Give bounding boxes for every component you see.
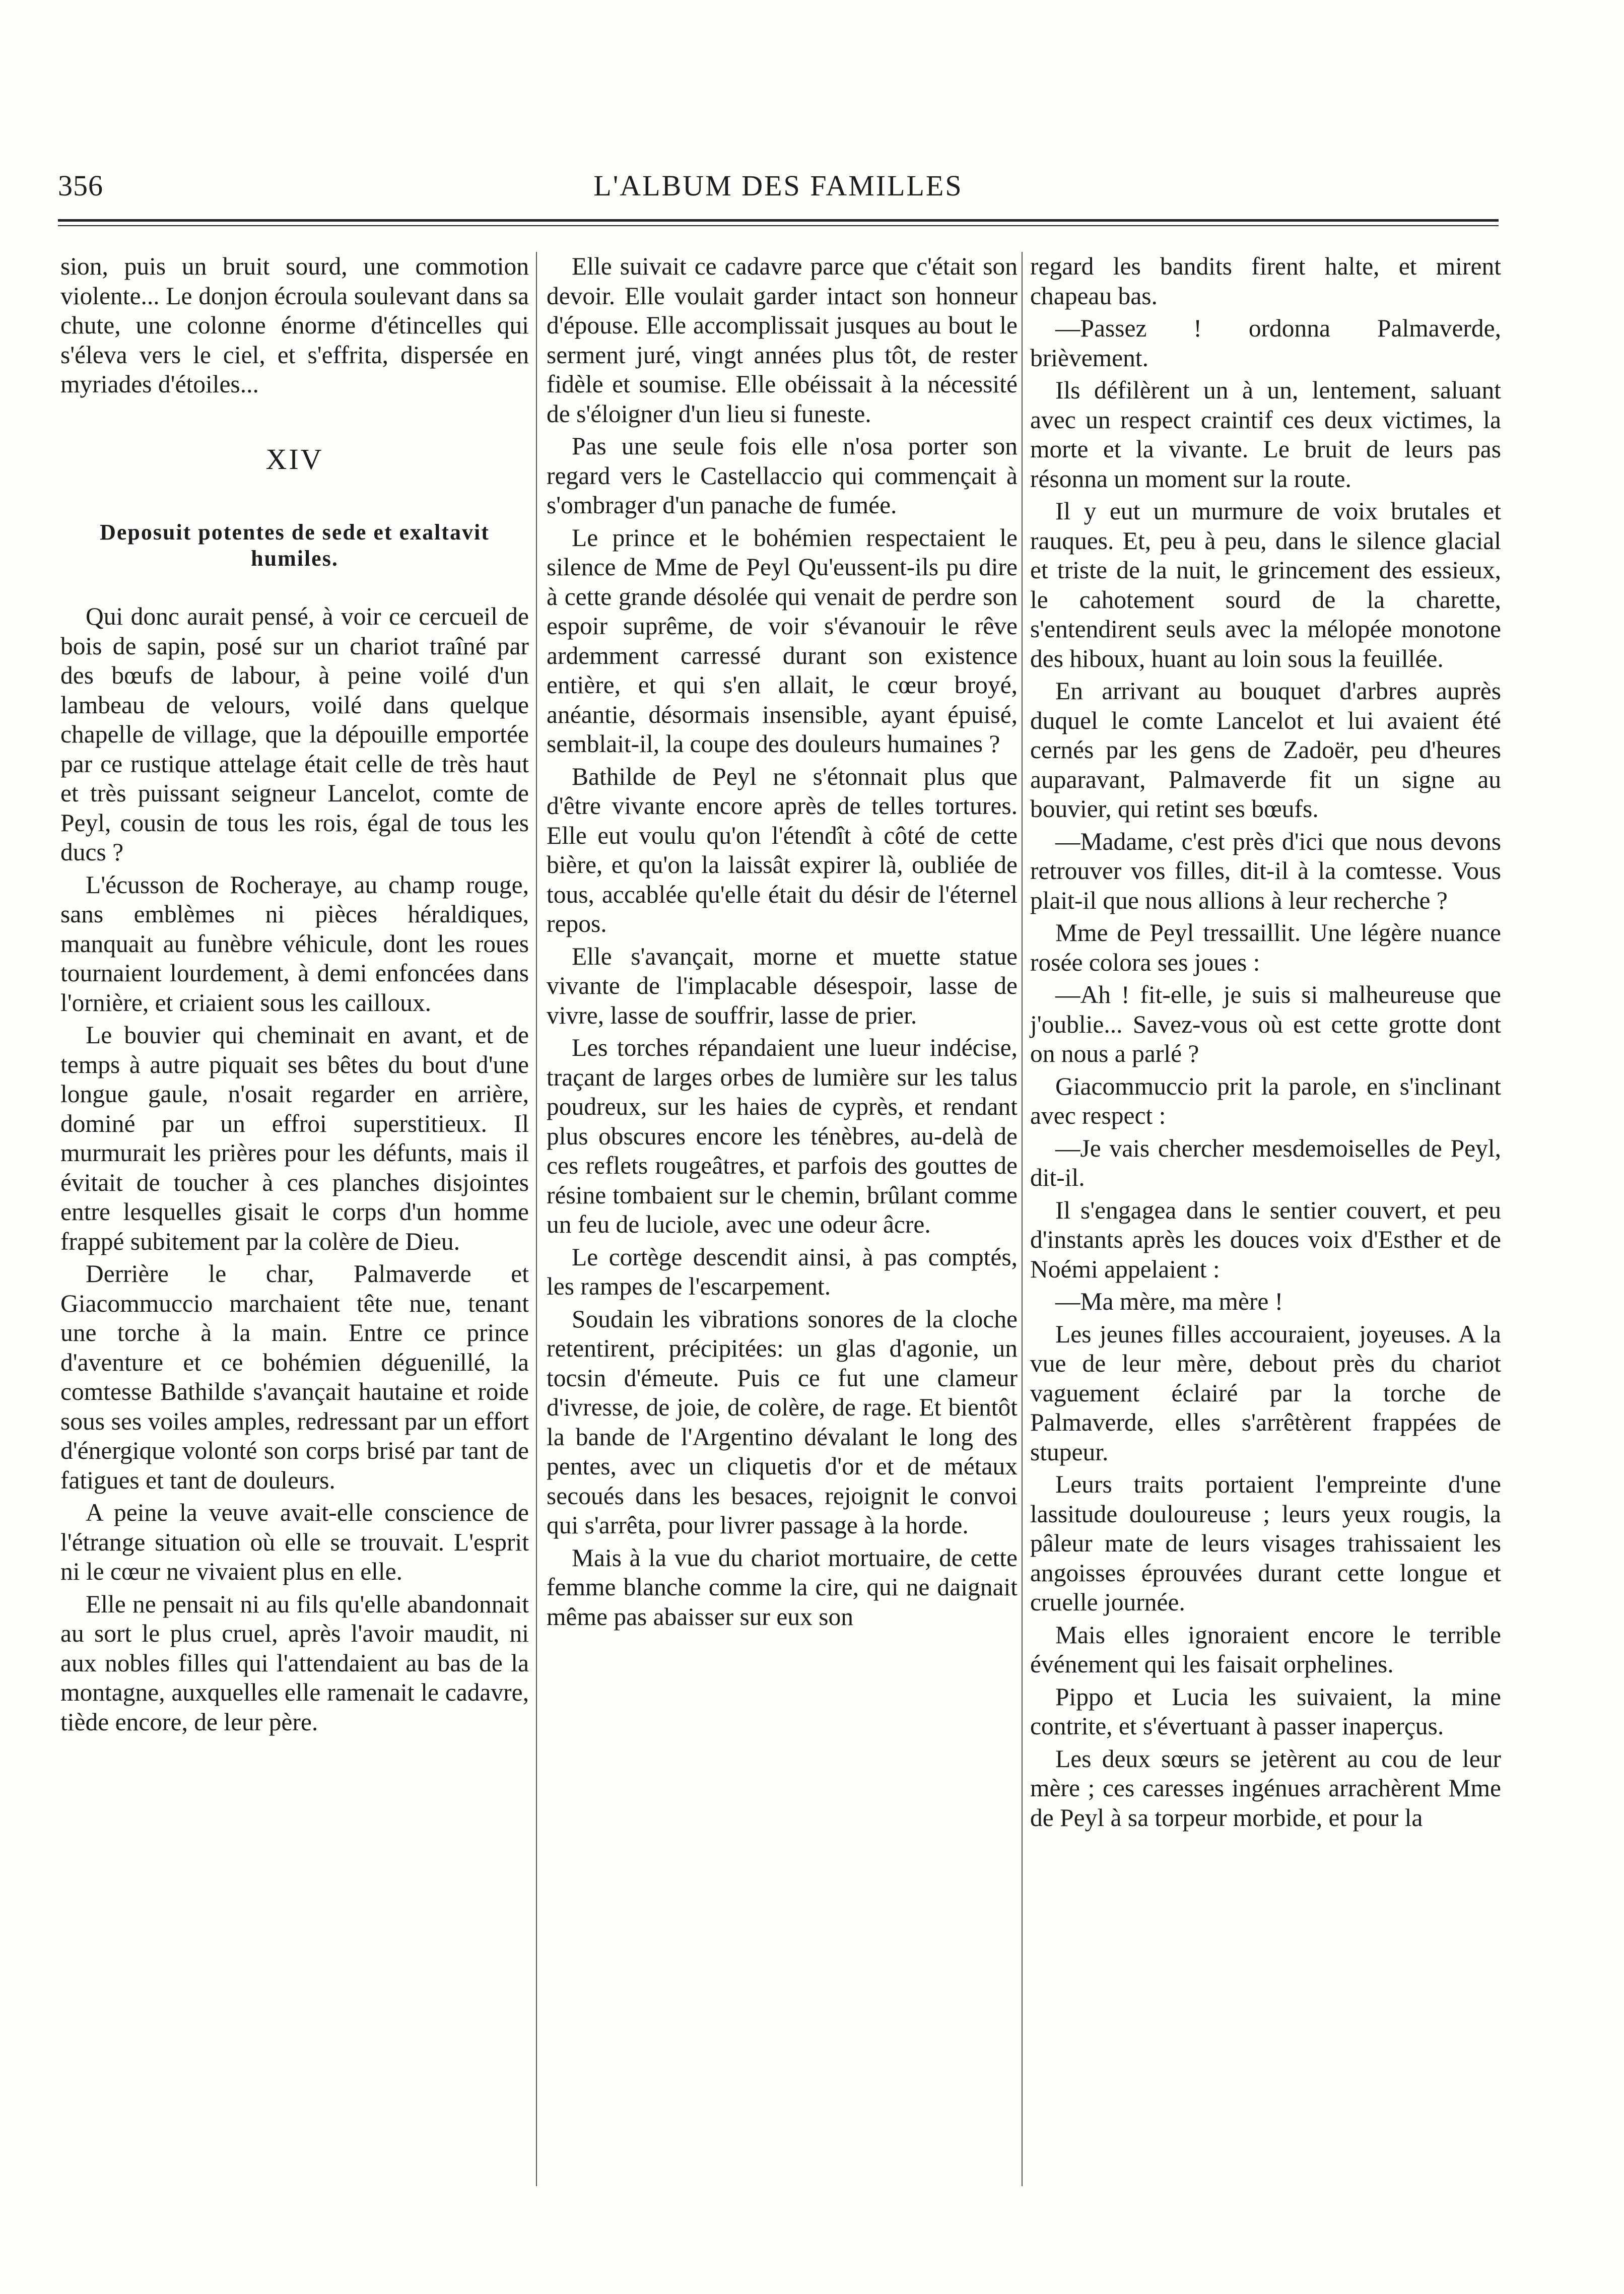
paragraph: L'écusson de Rocheraye, au champ rouge, sans emblèmes ni pièces héraldiques, manquait au funèbre véhicule, dont les roues tournaient lourdement, à demi enfoncées dans l'ornière, et criaient sous les cailloux. (60, 870, 529, 1017)
paragraph: —Madame, c'est près d'ici que nous devons retrouver vos filles, dit-il à la comtesse. Vous plait-il que nous allions à leur recherche ? (1030, 827, 1501, 914)
paragraph: Bathilde de Peyl ne s'étonnait plus que d'être vivante encore après de telles tortures. Elle eut voulu qu'on l'étendît à côté de cette bière, et qu'on la laissât expirer là, oubliée de tous, accablée qu'elle était du désir de l'éternel repos. (547, 762, 1018, 937)
paragraph: Giacommuccio prit la parole, en s'inclinant avec respect : (1030, 1072, 1501, 1129)
paragraph: Pas une seule fois elle n'osa porter son regard vers le Castellaccio qui commençait à s'ombrager d'un panache de fumée. (547, 432, 1018, 519)
paragraph: Mme de Peyl tressaillit. Une légère nuance rosée colora ses joues : (1030, 919, 1501, 976)
paragraph: A peine la veuve avait-elle conscience de l'étrange situation où elle se trouvait. L'esprit ni le cœur ne vivaient plus en elle. (60, 1499, 529, 1585)
paragraph: Elle ne pensait ni au fils qu'elle abandonnait au sort le plus cruel, après l'avoir maudit, ni aux nobles filles qui l'attendaient au bas de la montagne, auxquelles elle ramenait le cadavre, tiède encore, de leur père. (60, 1590, 529, 1736)
text-column-2 (547, 252, 1018, 1635)
paragraph: Elle s'avançait, morne et muette statue vivante de l'implacable désespoir, lasse de vivre, lasse de souffrir, lasse de prier. (547, 942, 1018, 1029)
paragraph: Le bouvier qui cheminait en avant, et de temps à autre piquait ses bêtes du bout d'une longue gaule, n'osait regarder en arrière, dominé par un effroi superstitieux. Il murmurait les prières pour les défunts, mais il évitait de toucher à ces planches disjointes entre lesquelles gisait le corps d'un homme frappé subitement par la colère de Dieu. (60, 1021, 529, 1255)
paragraph: —Ah ! fit-elle, je suis si malheureuse que j'oublie... Savez-vous où est cette grotte dont on nous a parlé ? (1030, 981, 1501, 1067)
paragraph: Mais à la vue du chariot mortuaire, de cette femme blanche comme la cire, qui ne daignait même pas abaisser sur eux son (547, 1543, 1018, 1631)
paragraph: Les torches répandaient une lueur indécise, traçant de larges orbes de lumière sur les talus poudreux, sur les haies de cyprès, et rendant plus obscures encore les ténèbres, au-delà de ces reflets rougeâtres, et parfois des gouttes de résine tombaient sur le chemin, brûlant comme un feu de luciole, avec une odeur âcre. (547, 1034, 1018, 1238)
header-rule (58, 219, 1499, 222)
column-divider (1022, 252, 1023, 2186)
paragraph: Pippo et Lucia les suivaient, la mine contrite, et s'évertuant à passer inaperçus. (1030, 1682, 1501, 1740)
chapter-heading: XIV (265, 442, 324, 476)
paragraph: Leurs traits portaient l'empreinte d'une lassitude douloureuse ; leurs yeux rougis, la pâleur mate de leurs visages trahissaient les angoisses éprouvées durant cette longue et cruelle journée. (1030, 1470, 1501, 1616)
paragraph: Les deux sœurs se jetèrent au cou de leur mère ; ces caresses ingénues arrachèrent Mme de Peyl à sa torpeur morbide, et pour la (1030, 1744, 1501, 1832)
paragraph: Qui donc aurait pensé, à voir ce cercueil de bois de sapin, posé sur un chariot traîné par des bœufs de labour, à peine voilé d'un lambeau de velours, voilé dans quelque chapelle de village, que la dépouille emportée par ce rustique attelage était celle de très haut et très puissant seigneur Lancelot, comte de Peyl, cousin de tous les rois, égal de tous les ducs ? (60, 602, 529, 866)
text-column-1 (60, 252, 529, 1740)
text-column-3 (1030, 252, 1501, 1836)
chapter-epigraph: Deposuit potentes de sede et exaltavit humiles. (100, 520, 490, 571)
running-title: L'ALBUM DES FAMILLES (593, 169, 963, 202)
paragraph: Mais elles ignoraient encore le terrible événement qui les faisait orphelines. (1030, 1621, 1501, 1678)
paragraph: regard les bandits firent halte, et mirent chapeau bas. (1030, 252, 1501, 310)
page-number: 356 (58, 169, 103, 202)
paragraph: —Passez ! ordonna Palmaverde, brièvement. (1030, 314, 1501, 372)
header-rule-thin (58, 225, 1499, 226)
page-header (58, 169, 1499, 209)
paragraph: Il y eut un murmure de voix brutales et rauques. Et, peu à peu, dans le silence glacial et triste de la nuit, le grincement des essieux, le cahotement sourd de la charette, s'entendirent seuls avec la mélopée monotone des hiboux, huant au loin sous la feuillée. (1030, 497, 1501, 672)
paragraph: Les jeunes filles accouraient, joyeuses. A la vue de leur mère, debout près du chariot vaguement éclairé par la torche de Palmaverde, elles s'arrêtèrent frappées de stupeur. (1030, 1320, 1501, 1466)
column-divider (536, 252, 537, 2186)
paragraph: —Ma mère, ma mère ! (1055, 1288, 1283, 1315)
paragraph: Le prince et le bohémien respectaient le silence de Mme de Peyl Qu'eussent-ils pu dire à cette grande désolée qui venait de perdre son espoir suprême, de voir s'évanouir le rêve ardemment carressé durant son existence entière, et qui s'en allait, le cœur broyé, anéantie, désormais insensible, ayant épuisé, semblait-il, la coupe des douleurs humaines ? (547, 523, 1018, 758)
paragraph: En arrivant au bouquet d'arbres auprès duquel le comte Lancelot et lui avaient été cernés par les gens de Zadoër, peu d'heures auparavant, Palmaverde fit un signe au bouvier, qui retint ses bœufs. (1030, 677, 1501, 823)
paragraph: Ils défilèrent un à un, lentement, saluant avec un respect craintif ces deux victimes, la morte et la vivante. Le bruit de leurs pas résonna un moment sur la route. (1030, 376, 1501, 493)
paragraph: Derrière le char, Palmaverde et Giacommuccio marchaient tête nue, tenant une torche à la main. Entre ce prince d'aventure et ce bohémien déguenillé, la comtesse Bathilde s'avançait hautaine et roide sous ses voiles amples, redressant par un effort d'énergique volonté son corps brisé par tant de fatigues et tant de douleurs. (60, 1260, 529, 1494)
paragraph: sion, puis un bruit sourd, une commotion violente... Le donjon écroula soulevant dans sa chute, une colonne énorme d'étincelles qui s'éleva vers le ciel, et s'effrita, dispersée en myriades d'étoiles... (60, 252, 529, 398)
paragraph: Le cortège descendit ainsi, à pas comptés, les rampes de l'escarpement. (547, 1243, 1018, 1300)
paragraph: Elle suivait ce cadavre parce que c'était son devoir. Elle voulait garder intact son honneur d'épouse. Elle accomplissait jusques au bout le serment juré, vingt années plus tôt, de rester fidèle et soumise. Elle obéissait à la nécessité de s'éloigner d'un lieu si funeste. (547, 252, 1018, 428)
paragraph: Il s'engagea dans le sentier couvert, et peu d'instants après les douces voix d'Esther et de Noémi appelaient : (1030, 1196, 1501, 1283)
paragraph: —Je vais chercher mesdemoiselles de Peyl, dit-il. (1030, 1134, 1501, 1191)
paragraph: Soudain les vibrations sonores de la cloche retentirent, précipitées: un glas d'agonie, un tocsin d'émeute. Puis ce fut une clameur d'ivresse, de joie, de colère, de rage. Et bientôt la bande de l'Argentino dévalant le long des pentes, avec un cliquetis d'or et de métaux secoués dans les besaces, rejoignit le convoi qui s'arrêta, pour livrer passage à la horde. (547, 1305, 1018, 1539)
